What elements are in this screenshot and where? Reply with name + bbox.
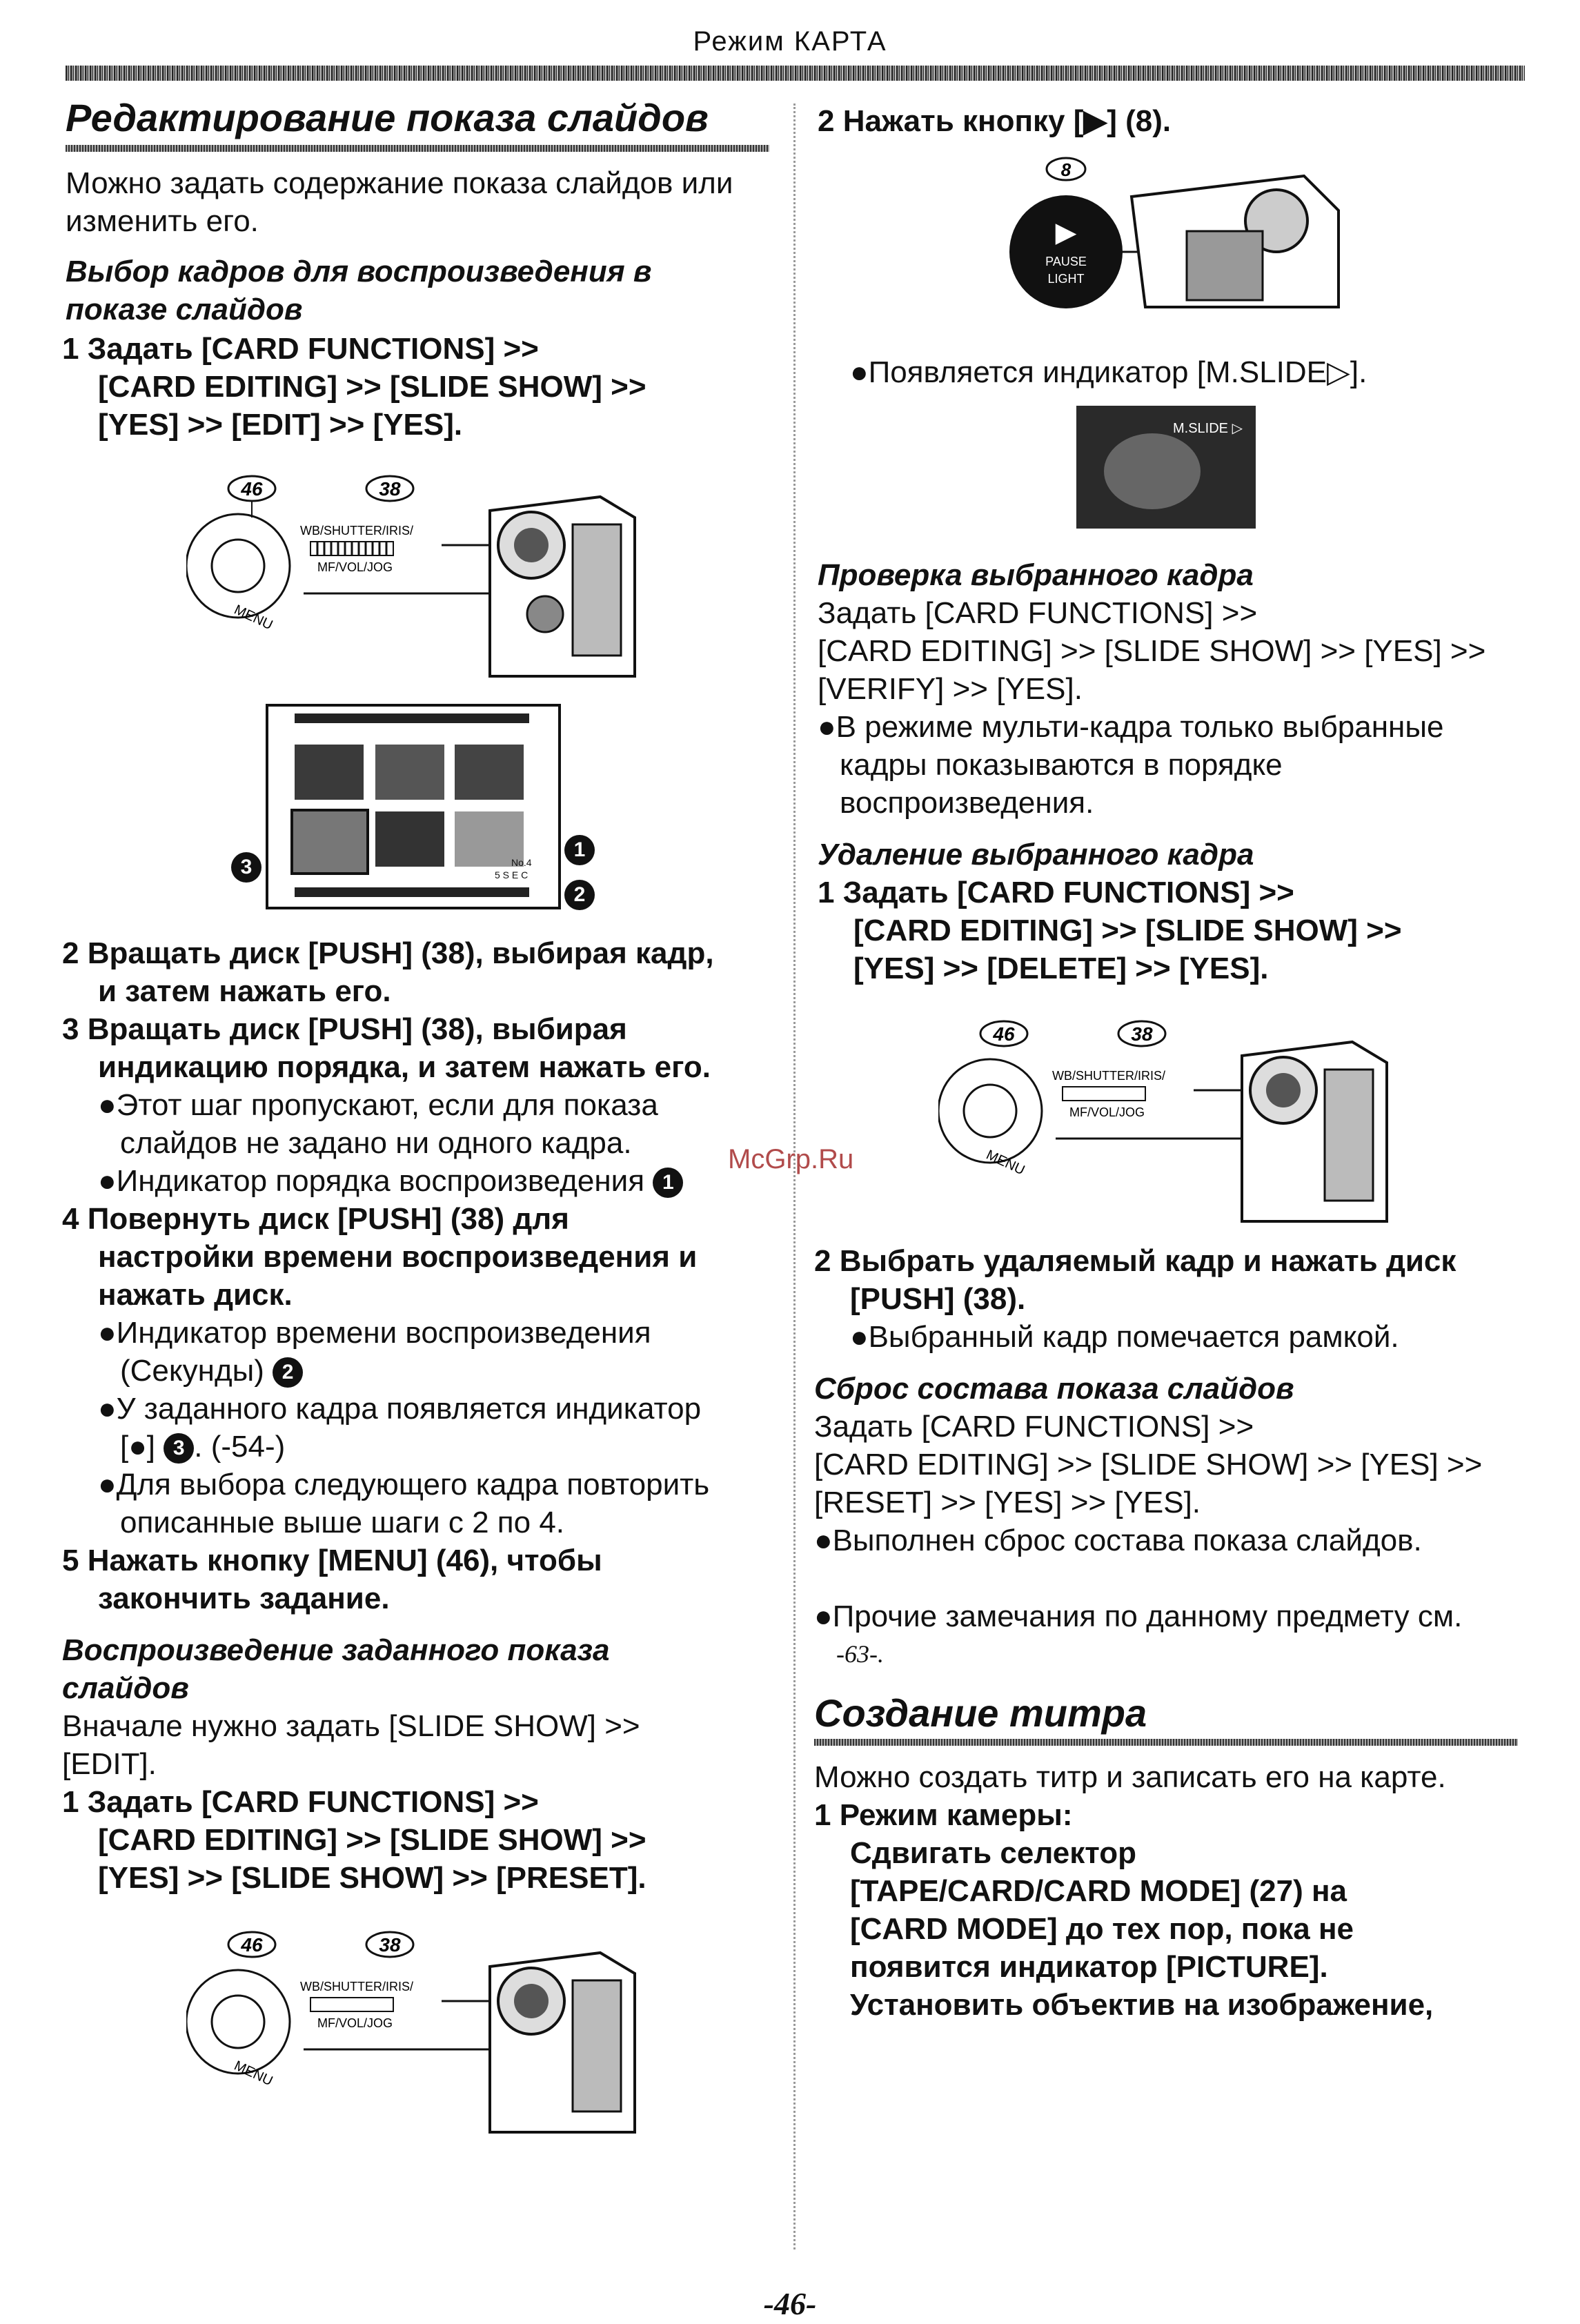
svg-text:WB/SHUTTER/IRIS/: WB/SHUTTER/IRIS/ — [300, 524, 414, 538]
play-button-icon — [1009, 195, 1123, 308]
title-intro: Можно создать титр и записать его на карте. — [814, 1760, 1446, 1794]
subheading-verify: Проверка выбранного кадра — [818, 558, 1254, 592]
watermark: McGrp.Ru — [728, 1144, 854, 1174]
ref-46-icon — [228, 476, 275, 501]
mslide-screen: M.SLIDE ▷ — [1076, 406, 1256, 529]
camcorder-menu-illustration — [186, 469, 642, 690]
page-number: -46- — [763, 2286, 817, 2321]
page-header-title: Режим КАРТА — [693, 26, 887, 57]
svg-text:8: 8 — [1060, 159, 1072, 180]
delete-step-2: 2 Выбрать удаляемый кадр и нажать диск [PUSH] (38). — [814, 1244, 1456, 1316]
column-divider — [793, 104, 796, 2249]
frame-thumbnail — [375, 745, 444, 800]
svg-text:WB/SHUTTER/IRIS/: WB/SHUTTER/IRIS/ — [300, 1980, 414, 1993]
playback-intro: Вначале нужно задать [SLIDE SHOW] >> [EDIT]. — [62, 1709, 640, 1781]
play-button-illustration — [1007, 155, 1366, 328]
bullet-time-indicator: ●Индикатор времени воспроизведения (Секунды) 2 — [98, 1316, 651, 1388]
svg-text:MENU: MENU — [231, 602, 275, 633]
svg-text:46: 46 — [241, 1934, 263, 1956]
step-2: 2 Вращать диск [PUSH] (38), выбирая кадр, и затем нажать его. — [62, 936, 714, 1008]
intro-text: Можно задать содержание показа слайдов или изменить его. — [66, 166, 733, 238]
bullet-repeat-steps: ●Для выбора следующего кадра повторить описанные выше шаги с 2 по 4. — [98, 1468, 710, 1539]
bullet-other-notes: ●Прочие замечания по данному предмету см. -63-. — [814, 1599, 1463, 1668]
marker-3: 3 — [231, 852, 261, 883]
svg-text:38: 38 — [379, 478, 401, 500]
svg-text:LIGHT: LIGHT — [1047, 272, 1085, 286]
bullet-delete: ●Выбранный кадр помечается рамкой. — [850, 1320, 1399, 1354]
bullet-mslide-indicator: ●Появляется индикатор [M.SLIDE▷]. — [850, 355, 1367, 389]
svg-text:MF/VOL/JOG: MF/VOL/JOG — [1069, 1105, 1145, 1119]
bullet-verify: ●В режиме мульти-кадра только выбранные кадры показываются в порядке воспроизведения. — [818, 710, 1444, 820]
svg-text:▶: ▶ — [1055, 217, 1077, 248]
section-title-create-title: Создание титра — [814, 1691, 1147, 1735]
svg-text:MF/VOL/JOG: MF/VOL/JOG — [317, 2016, 393, 2030]
step-2-play: 2 Нажать кнопку [▶] (8). — [818, 104, 1172, 138]
svg-text:PAUSE: PAUSE — [1045, 255, 1087, 268]
step-5: 5 Нажать кнопку [MENU] (46), чтобы закончить задание. — [62, 1544, 602, 1615]
section-rule — [66, 145, 769, 152]
title-step-1: 1 Режим камеры: Сдвигать селектор [TAPE/CARD/CARD MODE] (27) на [CARD MODE] до тех пор, пока не появится индикатор [PICTURE]. Установить объектив на изображение, — [814, 1798, 1434, 2022]
camcorder-menu-illustration-3 — [938, 1014, 1394, 1235]
header-rule — [66, 66, 1525, 81]
svg-text:MF/VOL/JOG: MF/VOL/JOG — [317, 560, 393, 574]
section-rule-2 — [814, 1739, 1518, 1746]
svg-text:46: 46 — [241, 478, 263, 500]
svg-text:38: 38 — [379, 1934, 401, 1956]
svg-text:MENU: MENU — [231, 2058, 275, 2089]
frame-thumbnail — [455, 745, 524, 800]
order-indicator: No.4 — [511, 857, 532, 868]
section-title-slideshow: Редактирование показа слайдов — [66, 96, 709, 139]
marker-2: 2 — [564, 880, 595, 910]
verify-text: Задать [CARD FUNCTIONS] >> [CARD EDITING] >> [SLIDE SHOW] >> [YES] >> [VERIFY] >> [YES]. — [818, 596, 1486, 706]
bullet-frame-indicator: ●У заданного кадра появляется индикатор [●] 3 . (-54-) — [98, 1392, 702, 1464]
step-4: 4 Повернуть диск [PUSH] (38) для настройки времени воспроизведения и нажать диск. — [62, 1202, 698, 1312]
step-1: 1 Задать [CARD FUNCTIONS] >> [CARD EDITING] >> [SLIDE SHOW] >> [YES] >> [EDIT] >> [YES]. — [62, 332, 646, 442]
subheading-select-frames: Выбор кадров для воспроизведения в показе слайдов — [66, 255, 652, 326]
multi-frame-screen — [266, 704, 561, 909]
svg-text:46: 46 — [993, 1023, 1015, 1045]
frame-thumbnail-selected — [290, 809, 369, 875]
frame-thumbnail — [295, 745, 364, 800]
subheading-playback: Воспроизведение заданного показа слайдов — [62, 1633, 610, 1705]
svg-text:MENU: MENU — [983, 1147, 1027, 1179]
marker-1: 1 — [564, 835, 595, 865]
step-1-playback: 1 Задать [CARD FUNCTIONS] >> [CARD EDITING] >> [SLIDE SHOW] >> [YES] >> [SLIDE SHOW] >> [PRESET]. — [62, 1785, 646, 1895]
camcorder-menu-illustration-2 — [186, 1925, 642, 2146]
delete-step-1: 1 Задать [CARD FUNCTIONS] >> [CARD EDITING] >> [SLIDE SHOW] >> [YES] >> [DELETE] >> [YES]. — [818, 876, 1402, 985]
subheading-delete: Удаление выбранного кадра — [818, 838, 1254, 872]
bullet-reset: ●Выполнен сброс состава показа слайдов. — [814, 1524, 1422, 1557]
bullet-skip-step: ●Этот шаг пропускают, если для показа слайдов не задано ни одного кадра. — [98, 1088, 658, 1160]
time-indicator: 5 S E C — [495, 869, 529, 880]
frame-thumbnail — [375, 811, 444, 867]
ref-38-icon — [366, 476, 413, 501]
svg-text:WB/SHUTTER/IRIS/: WB/SHUTTER/IRIS/ — [1052, 1069, 1166, 1083]
svg-text:38: 38 — [1131, 1023, 1153, 1045]
step-3: 3 Вращать диск [PUSH] (38), выбирая индикацию порядка, и затем нажать его. — [62, 1012, 711, 1084]
bullet-order-indicator: ●Индикатор порядка воспроизведения 1 — [98, 1162, 683, 1200]
subheading-reset: Сброс состава показа слайдов — [814, 1372, 1294, 1406]
reset-text: Задать [CARD FUNCTIONS] >> [CARD EDITING] >> [SLIDE SHOW] >> [YES] >> [RESET] >> [YES] >> [YES]. — [814, 1410, 1483, 1519]
